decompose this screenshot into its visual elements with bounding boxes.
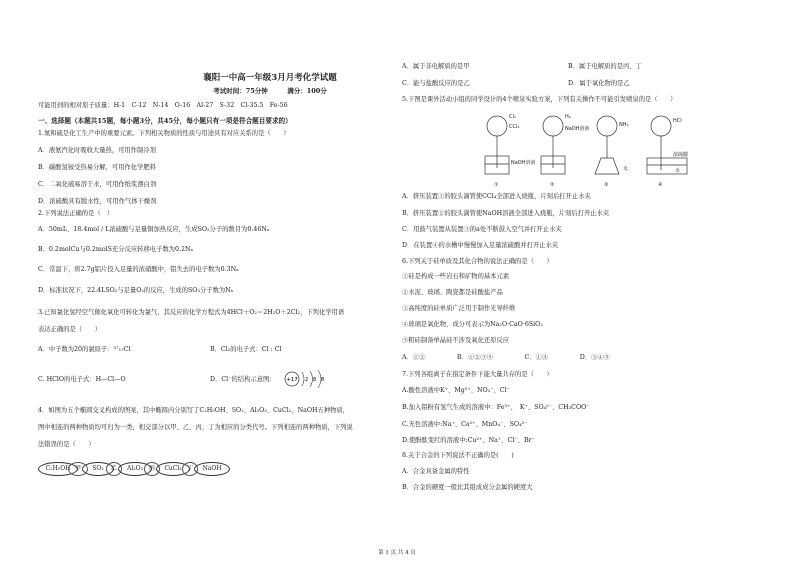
- question-4: 4．如图为五个椭圆交叉构成的图案，其中椭圆内分别写了C₂H₅OH、SO₂、Al₂O₃、CuCl₂、NaOH五种物质，: [38, 407, 350, 414]
- svg-text:+17: +17: [286, 377, 298, 383]
- option: B．属于电解质的是丙、丁: [568, 63, 642, 70]
- question-1: 1.氮和硫是化工生产中的重要元素。下列相关物质的性质与用途具有对应关系的是（ ）: [38, 130, 290, 137]
- reagent-label: Cl₂: [509, 114, 516, 120]
- atomic-masses: 可能用到的相对原子质量：H-1 C-12 N-14 O-16 Al-27 S-32 Cl-35.5 Fe-56: [38, 102, 288, 109]
- oval-label-bing: 丙: [144, 462, 160, 476]
- option: A．液氨汽化时吸收大量热，可用作制冷剂: [38, 147, 156, 154]
- option: A．50mL、18.4mol / L浓硫酸与足量铜加热反应，生成SO₂分子的数目为0.46Nₐ: [38, 226, 270, 233]
- question-4-cont: 法错误的是（ ）: [38, 441, 95, 448]
- option: B.加入铝粉有氢气生成的溶液中：Fe³⁺、 K⁺、SO₄²⁻、CH₃COO⁻: [402, 404, 590, 411]
- apparatus-label: ④: [658, 182, 663, 188]
- page-title: 襄阳一中高一年级3月月考化学试题: [203, 73, 337, 83]
- option: B．挤压装置②的胶头滴管使NaOH溶液全部进入烧瓶，片刻后打开止水夹: [402, 210, 610, 217]
- option: C．常温下，将2.7g铝片投入足量的浓硝酸中，铝失去的电子数为0.3Nₐ: [38, 266, 239, 273]
- question-3: 3.已知氯化氢经空气催化氧化可转化为氯气，其反应的化学方程式为4HCl＋O₂＝2H₂O＋2Cl₂，下列化学用语: [38, 309, 345, 316]
- question-4-cont: 图中相连的两种物质均可归为一类，相交部分以甲、乙、丙、丁为相应的分类代号。下列相连的两种物质，下列说: [38, 424, 353, 431]
- option: D．浓硫酸具有脱水性，可用作气体干燥剂: [38, 198, 157, 205]
- reagent-label: HCl: [673, 118, 682, 124]
- oval-cucl2: CuCl₂: [156, 462, 190, 476]
- apparatus-label: ②: [550, 182, 555, 188]
- page-footer: 第 1 页 共 4 页: [378, 550, 416, 556]
- option: D．标准状况下，22.4LSO₂与足量O₂的反应，生成的SO₃分子数为Nₐ: [38, 287, 234, 294]
- apparatus-label: ①: [494, 182, 499, 188]
- reagent-label: NH₃: [619, 122, 629, 128]
- option: B．合金的硬度一般比其组成成分金属的硬度大: [402, 484, 533, 491]
- oval-naoh: NaOH: [194, 462, 230, 476]
- option: A．中子数为20的氯原子：³⁷₁₇Cl: [38, 346, 131, 353]
- option: C．用鼓气装置从装置③的a处不断鼓入空气并打开止水夹: [402, 226, 562, 233]
- option: C.无色溶液中:Na⁺、Ca²⁺、MnO₄⁻、SO₄²⁻: [402, 421, 528, 428]
- oval-al2o3: Al₂O₃: [118, 462, 152, 476]
- option: C. HClO的电子式：H—Cl—O: [38, 376, 126, 383]
- oval-label-yi: 乙: [106, 462, 122, 476]
- option: A．属于非电解质的是甲: [402, 63, 470, 70]
- option: B．碳酸氢铵受热易分解，可用作化学肥料: [38, 164, 156, 171]
- question-2: 2.下列说法正确的是（ ）: [38, 210, 114, 217]
- statement: ④玻璃是氧化物，成分可表示为Na₂O·CaO·6SiO₂: [402, 321, 543, 328]
- options-row: A．①② B．①②③⑤ C．①④ D．③④⑤: [402, 354, 610, 361]
- cl-ion-structure-diagram: [283, 368, 333, 390]
- reagent-label: H₂: [565, 114, 571, 120]
- option: B．0.2molCu与0.2molS充分反应转移电子数为0.2Nₐ: [38, 246, 193, 253]
- reagent-label: NaOH溶液: [565, 126, 590, 132]
- apparatus-label: ③: [604, 182, 609, 188]
- question-3-cont: 表达正确的是（ ）: [38, 326, 101, 333]
- option: C．二氧化硫易溶于水，可用作纸浆漂白剂: [38, 181, 157, 188]
- oval-label-jia: 甲: [68, 462, 88, 476]
- option: C．能与盐酸反应的是乙: [402, 80, 470, 87]
- statement: ③高纯度的硅单质广泛用于制作光导纤维: [402, 305, 516, 312]
- fountain-experiment-figure: [475, 108, 705, 190]
- option: D.使酚酞变红的溶液中:Cu²⁺、Na⁺、Cl⁻、Br⁻: [402, 437, 535, 444]
- ovals-classification-figure: [38, 462, 238, 478]
- svg-text:8: 8: [321, 377, 325, 383]
- option: A．挤压装置①的胶头滴管使CCl₄全部进入烧瓶，片刻后打开止水夹: [402, 193, 591, 200]
- question-8: 8.关于合金的下列说法不正确的是( ): [402, 452, 514, 459]
- oval-label-ding: 丁: [182, 462, 198, 476]
- reagent-label: 水: [623, 166, 629, 172]
- question-6: 6.下列关于硅单质及其化合物的说法正确的是（ ）: [402, 258, 553, 265]
- option: D．Cl⁻的结构示意图：: [210, 376, 276, 383]
- option: D．在装置④的水槽中慢慢加入足量浓硫酸并打开止水夹: [402, 242, 559, 249]
- option: A.酸性溶液中K⁺、Mg²⁺、NO₃⁻、Cl⁻: [402, 387, 510, 394]
- reagent-label: 浓硫酸: [673, 152, 689, 158]
- reagent-label: 水: [675, 168, 681, 174]
- svg-text:2: 2: [305, 377, 309, 383]
- exam-info: 考试时间：75分钟 满分：100分: [213, 87, 327, 95]
- statement: ①硅是构成一些岩石和矿物的基本元素: [402, 273, 510, 280]
- option: A．合金具备金属的特性: [402, 468, 470, 475]
- reagent-label: CCl₄: [509, 124, 520, 130]
- option: D．属于氧化物的是乙: [568, 80, 630, 87]
- question-7: 7.下列各组离子在指定条件下能大量共存的是（ ）: [402, 371, 553, 378]
- svg-text:8: 8: [313, 377, 317, 383]
- section-heading: 一、选择题（本题共15题，每小题3分，共45分，每小题只有一项是符合题目要求的）: [38, 117, 292, 125]
- oval-c2h5oh: C₂H₅OH: [38, 462, 78, 476]
- oval-so2: SO₂: [82, 462, 114, 476]
- statement: ⑤粗硅制备单晶硅不涉及氧化还原反应: [402, 337, 510, 344]
- statement: ②水泥、玻璃、陶瓷都是硅酸盐产品: [402, 289, 503, 296]
- question-5: 5.下图是课外活动小组的同学设计的4个喷泉实验方案，下列有关操作不可能引发喷泉的是（ ）: [402, 96, 677, 103]
- reagent-label: NaOH溶液: [511, 160, 536, 166]
- option: B．Cl₂的电子式：Cl : Cl: [210, 346, 282, 353]
